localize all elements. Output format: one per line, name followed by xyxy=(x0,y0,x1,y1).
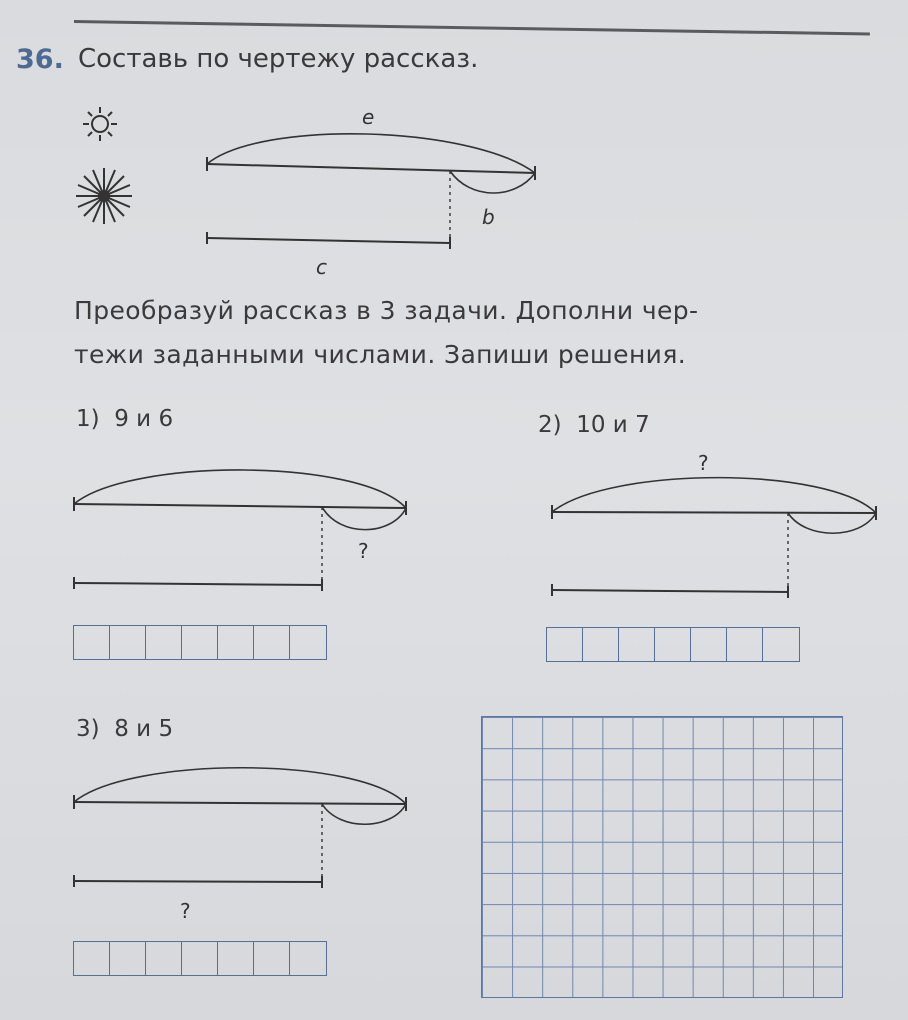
task1-label: 1) 9 и 6 xyxy=(76,406,174,432)
squared-grid-workspace[interactable] xyxy=(481,716,843,998)
task1-diagram xyxy=(74,470,406,591)
answer-cell[interactable] xyxy=(583,628,619,661)
task1-answer-boxes[interactable] xyxy=(73,625,327,660)
answer-cell[interactable] xyxy=(727,628,763,661)
answer-cell[interactable] xyxy=(146,626,182,659)
answer-cell[interactable] xyxy=(110,942,146,975)
answer-cell[interactable] xyxy=(74,942,110,975)
instruction-line-1: Преобразуй рассказ в 3 задачи. Дополни чер- xyxy=(74,296,699,325)
answer-cell[interactable] xyxy=(547,628,583,661)
task3-question: ? xyxy=(180,899,191,923)
answer-cell[interactable] xyxy=(110,626,146,659)
burst-sun-icon xyxy=(76,168,132,224)
task2-label: 2) 10 и 7 xyxy=(538,412,650,438)
task2-question: ? xyxy=(698,451,709,475)
answer-cell[interactable] xyxy=(254,942,290,975)
task3-diagram xyxy=(74,768,406,888)
sun-icon xyxy=(83,107,117,141)
instruction-line-2: тежи заданными числами. Запиши решения. xyxy=(74,340,687,369)
answer-cell[interactable] xyxy=(763,628,799,661)
answer-cell[interactable] xyxy=(254,626,290,659)
exercise-title: Составь по чертежу рассказ. xyxy=(78,44,479,74)
answer-cell[interactable] xyxy=(290,942,326,975)
answer-cell[interactable] xyxy=(655,628,691,661)
answer-cell[interactable] xyxy=(691,628,727,661)
task3-label: 3) 8 и 5 xyxy=(76,716,174,742)
answer-cell[interactable] xyxy=(182,942,218,975)
task1-question: ? xyxy=(358,539,369,563)
answer-cell[interactable] xyxy=(218,626,254,659)
task2-answer-boxes[interactable] xyxy=(546,627,800,662)
label-c: c xyxy=(316,255,327,279)
task3-answer-boxes[interactable] xyxy=(73,941,327,976)
label-e: e xyxy=(362,105,375,129)
answer-cell[interactable] xyxy=(290,626,326,659)
exercise-number: 36. xyxy=(16,44,64,75)
task2-diagram xyxy=(552,478,876,598)
answer-cell[interactable] xyxy=(74,626,110,659)
answer-cell[interactable] xyxy=(218,942,254,975)
answer-cell[interactable] xyxy=(619,628,655,661)
answer-cell[interactable] xyxy=(182,626,218,659)
label-b: b xyxy=(482,205,495,229)
answer-cell[interactable] xyxy=(146,942,182,975)
